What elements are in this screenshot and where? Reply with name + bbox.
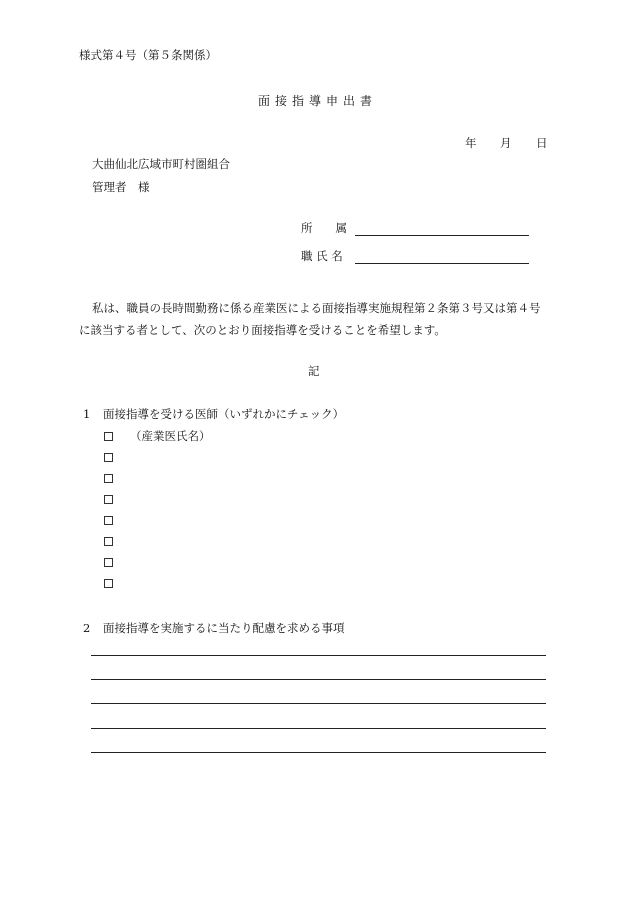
considerations-line[interactable] [91,752,546,753]
date-year-label: 年 [465,136,477,150]
doctor-option-checkbox[interactable] [104,558,113,567]
name-field[interactable] [355,263,529,264]
doctor-option-checkbox[interactable] [104,516,113,525]
considerations-line[interactable] [91,703,546,704]
section1-title: 面接指導を受ける医師（いずれかにチェック） [103,407,345,421]
addressee-recipient: 管理者 様 [92,180,150,194]
considerations-line[interactable] [91,728,546,729]
name-label: 職 氏 名 [301,249,343,263]
section1-number: 1 [83,407,91,421]
body-text-line-1: 私は、職員の長時間勤務に係る産業医による面接指導実施規程第２条第３号又は第４号 [92,301,541,315]
section2-number: 2 [83,621,91,635]
doctor-option-checkbox[interactable] [104,579,113,588]
addressee-org: 大曲仙北広域市町村圏組合 [92,157,230,171]
doctor-option-checkbox[interactable] [104,453,113,462]
form-number: 様式第４号（第５条関係） [79,48,217,62]
considerations-line[interactable] [91,679,546,680]
ki-heading: 記 [308,364,320,378]
page-title: 面接指導申出書 [258,94,378,108]
date-month-label: 月 [500,136,512,150]
doctor-option-checkbox[interactable] [104,432,113,441]
affiliation-field[interactable] [355,235,529,236]
section2-title: 面接指導を実施するに当たり配慮を求める事項 [103,621,345,635]
doctor-option-label: （産業医氏名） [130,429,211,443]
body-text-line-2: に該当する者として、次のとおり面接指導を受けることを希望します。 [79,323,446,337]
considerations-line[interactable] [91,655,546,656]
affiliation-label: 所 属 [301,221,347,235]
doctor-option-checkbox[interactable] [104,537,113,546]
doctor-option-checkbox[interactable] [104,474,113,483]
doctor-option-checkbox[interactable] [104,495,113,504]
date-day-label: 日 [536,136,548,150]
